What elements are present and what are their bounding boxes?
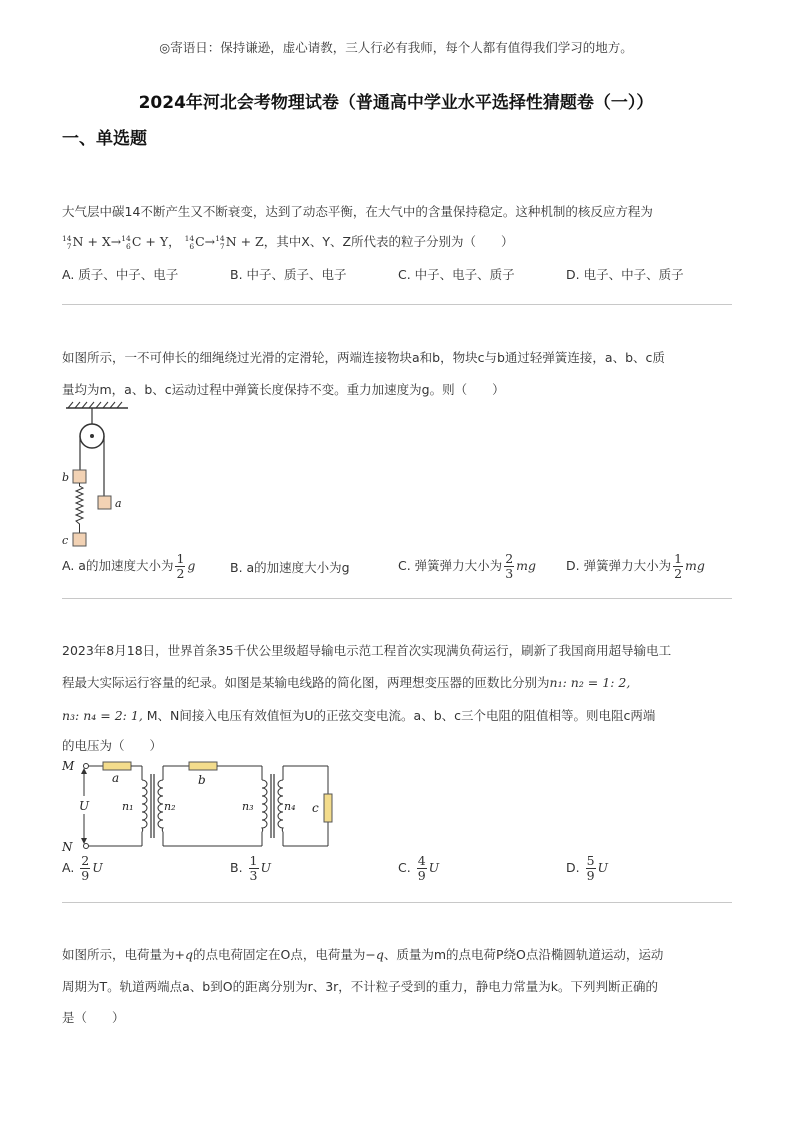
- q1-option-c[interactable]: C. 中子、电子、质子: [398, 267, 515, 282]
- option-letter: D.: [566, 860, 580, 875]
- numerator: 2: [81, 853, 90, 868]
- numerator: 5: [586, 853, 595, 868]
- resistor-b: [189, 762, 217, 770]
- unit: U: [260, 860, 272, 875]
- option-letter: C.: [398, 860, 411, 875]
- denominator: 2: [674, 566, 683, 581]
- unit: U: [597, 860, 609, 875]
- denominator: 3: [505, 566, 514, 581]
- label-U: U: [79, 799, 90, 813]
- denominator: 9: [417, 868, 426, 883]
- q4-charge-negative: −q: [365, 947, 384, 962]
- fraction: [417, 854, 427, 883]
- q3-turns-ratio-2: n₃: n₄ = 2: 1,: [62, 708, 143, 723]
- label-b: b: [198, 773, 206, 787]
- q4-text-2: 的点电荷固定在O点，电荷量为: [193, 947, 366, 962]
- label-c: c: [62, 534, 69, 547]
- label-c: c: [312, 801, 319, 815]
- label-n2: n₂: [164, 800, 176, 813]
- option-letter: A.: [62, 860, 75, 875]
- denominator: 3: [249, 868, 258, 883]
- q3-stem-line2-text: 程最大实际运行容量的纪录。如图是某输电线路的简化图，两理想变压器的匝数比分别为: [62, 675, 550, 690]
- label-n1: n₁: [122, 800, 134, 813]
- question-divider: [62, 304, 732, 305]
- block-c: [73, 533, 86, 546]
- numerator: 1: [249, 853, 258, 868]
- q3-stem-line3-text: M、N间接入电压有效值恒为U的正弦交变电流。a、b、c三个电阻的阻值相等。则电阻c两端: [142, 708, 656, 723]
- q4-stem-line3: 是（ ）: [62, 1010, 125, 1025]
- unit: g: [187, 558, 196, 573]
- denominator: 2: [176, 566, 185, 581]
- transformer-circuit-figure: [58, 756, 348, 856]
- q3-option-a[interactable]: [62, 854, 103, 883]
- unit: U: [92, 860, 103, 875]
- q1-stem-line2: 14 7 N + X→ 14 6 C + Y， 14 6 C→ 14 7 N + Z，其中X、Y、Z所代表的粒子分别为（ ）: [62, 233, 514, 251]
- q3-turns-ratio-1: n₁: n₂ = 1: 2,: [549, 675, 631, 690]
- fraction: [175, 552, 185, 581]
- spring: [76, 483, 83, 533]
- q3-option-b[interactable]: [230, 854, 271, 883]
- q1-stem-tail: 其中X、Y、Z所代表的粒子分别为（ ）: [276, 234, 514, 249]
- section-heading: 一、单选题: [62, 129, 147, 149]
- q2-option-d[interactable]: [566, 552, 705, 581]
- unit: mg: [685, 558, 705, 573]
- q1-option-d[interactable]: D. 电子、中子、质子: [566, 267, 684, 282]
- q3-stem-line4: 的电压为（ ）: [62, 738, 163, 753]
- option-letter: B.: [230, 860, 243, 875]
- q2-option-a-text: A. a的加速度大小为: [62, 558, 174, 573]
- fraction: [673, 552, 683, 581]
- q3-option-d[interactable]: [566, 854, 608, 883]
- q1-eq-part-d: N + Z，: [225, 234, 277, 249]
- q2-option-a[interactable]: [62, 552, 195, 581]
- denominator: 9: [81, 868, 90, 883]
- resistor-c: [324, 794, 332, 822]
- q1-eq-part-b: C + Y，: [131, 234, 181, 249]
- block-b: [73, 470, 86, 483]
- pulley-spring-figure: [58, 400, 138, 550]
- q1-eq-part-c: C→: [195, 234, 216, 249]
- q2-option-c[interactable]: [398, 552, 536, 581]
- q4-charge-positive: +q: [174, 947, 193, 962]
- fraction: [504, 552, 514, 581]
- q2-option-d-text: D. 弹簧弹力大小为: [566, 558, 672, 573]
- question-divider: [62, 598, 732, 599]
- q2-option-b[interactable]: B. a的加速度大小为g: [230, 560, 350, 575]
- q4-text-3: 、质量为m的点电荷P绕O点沿椭圆轨道运动，运动: [383, 947, 664, 962]
- q1-option-b[interactable]: B. 中子、质子、电子: [230, 267, 347, 282]
- q3-stem-line3: [62, 706, 655, 724]
- fraction: [586, 854, 596, 883]
- label-N: N: [62, 840, 73, 854]
- q1-option-a[interactable]: A. 质子、中子、电子: [62, 267, 179, 282]
- label-a: a: [115, 497, 122, 510]
- q1-eq-part-a: N + X→: [72, 234, 122, 249]
- q4-text-1: 如图所示，电荷量为: [62, 947, 175, 962]
- numerator: 4: [417, 853, 426, 868]
- q3-option-c[interactable]: [398, 854, 439, 883]
- q3-stem-line2: [62, 673, 630, 691]
- fraction: [80, 854, 90, 883]
- label-n4: n₄: [284, 800, 296, 813]
- label-n3: n₃: [242, 800, 254, 813]
- question-divider: [62, 902, 732, 903]
- q1-stem-line1: 大气层中碳14不断产生又不断衰变，达到了动态平衡，在大气中的含量保持稳定。这种机制的核反应方程为: [62, 204, 653, 219]
- unit: U: [428, 860, 440, 875]
- label-M: M: [62, 759, 75, 773]
- q2-stem-line1: 如图所示，一不可伸长的细绳绕过光滑的定滑轮，两端连接物块a和b，物块c与b通过轻弹簧连接，a、b、c质: [62, 350, 665, 365]
- numerator: 2: [505, 551, 514, 566]
- fraction: [249, 854, 259, 883]
- q4-stem-line2: 周期为T。轨道两端点a、b到O的距离分别为r、3r，不计粒子受到的重力，静电力常量为k。下列判断正确的: [62, 979, 659, 994]
- denominator: 9: [586, 868, 595, 883]
- block-a: [98, 496, 111, 509]
- q2-option-c-text: C. 弹簧弹力大小为: [398, 558, 503, 573]
- q3-stem-line1: 2023年8月18日，世界首条35千伏公里级超导输电示范工程首次实现满负荷运行，刷新了我国商用超导输电工: [62, 643, 672, 658]
- motto-line: ◎寄语日：保持谦逊，虚心请教，三人行必有我师，每个人都有值得我们学习的地方。: [159, 40, 633, 55]
- page-title: 2024年河北会考物理试卷（普通高中学业水平选择性猜题卷（一））: [138, 93, 654, 113]
- numerator: 1: [674, 551, 683, 566]
- q4-stem-line1: [62, 945, 663, 963]
- q2-stem-line2: 量均为m，a、b、c运动过程中弹簧长度保持不变。重力加速度为g。则（ ）: [62, 382, 505, 397]
- label-b: b: [62, 471, 70, 484]
- unit: mg: [516, 558, 536, 573]
- label-a: a: [112, 771, 120, 785]
- resistor-a: [103, 762, 131, 770]
- numerator: 1: [176, 551, 185, 566]
